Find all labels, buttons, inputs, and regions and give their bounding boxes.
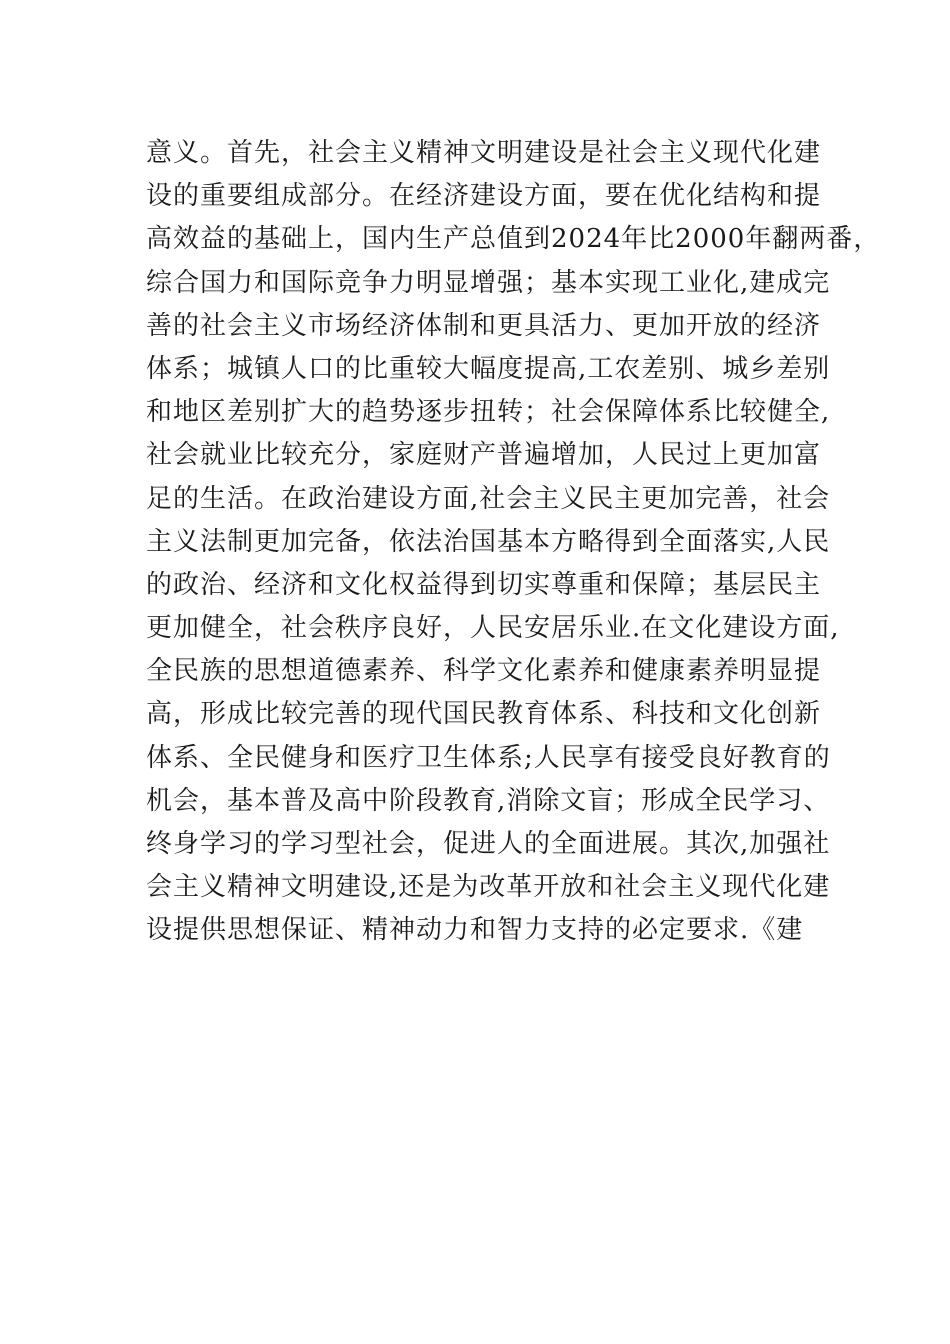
text-line: 意义。首先，社会主义精神文明建设是社会主义现代化建 [146,138,822,168]
text-line: 的政治、经济和文化权益得到切实尊重和保障；基层民主 [146,569,822,600]
text-line: 体系、全民健身和医疗卫生体系;人民享有接受良好教育的 [146,742,831,773]
text-line: 善的社会主义市场经济体制和更具活力、更加开放的经济 [146,310,822,341]
text-line: 综合国力和国际竞争力明显增强；基本实现工业化,建成完 [146,267,831,298]
text-line: 高，形成比较完善的现代国民教育体系、科技和文化创新 [146,699,822,730]
text-line: 主义法制更加完备，依法治国基本方略得到全面落实,人民 [146,526,831,557]
text-line: 终身学习的学习型社会，促进人的全面进展。其次,加强社 [146,829,831,859]
text-line: 体系；城镇人口的比重较大幅度提高,工农差别、城乡差别 [146,353,831,384]
text-line: 社会就业比较充分，家庭财产普遍增加，人民过上更加富 [146,440,822,471]
text-line: 全民族的思想道德素养、科学文化素养和健康素养明显提 [146,656,822,687]
text-line: 设的重要组成部分。在经济建设方面，要在优化结构和提 [146,181,822,212]
text-line: 足的生活。在政治建设方面,社会主义民主更加完善，社会 [146,483,831,514]
text-line: 会主义精神文明建设,还是为改革开放和社会主义现代化建 [146,872,831,903]
text-line: 和地区差别扩大的趋势逐步扭转；社会保障体系比较健全, [146,397,831,428]
text-line: 高效益的基础上，国内生产总值到2024年比2000年翻两番， [146,224,881,255]
text-line: 设提供思想保证、精神动力和智力支持的必定要求.《建 [146,915,804,946]
body-paragraph [146,132,881,953]
text-line: 机会，基本普及高中阶段教育,消除文盲；形成全民学习、 [146,785,831,816]
text-line: 更加健全，社会秩序良好，人民安居乐业.在文化建设方面, [146,613,840,644]
